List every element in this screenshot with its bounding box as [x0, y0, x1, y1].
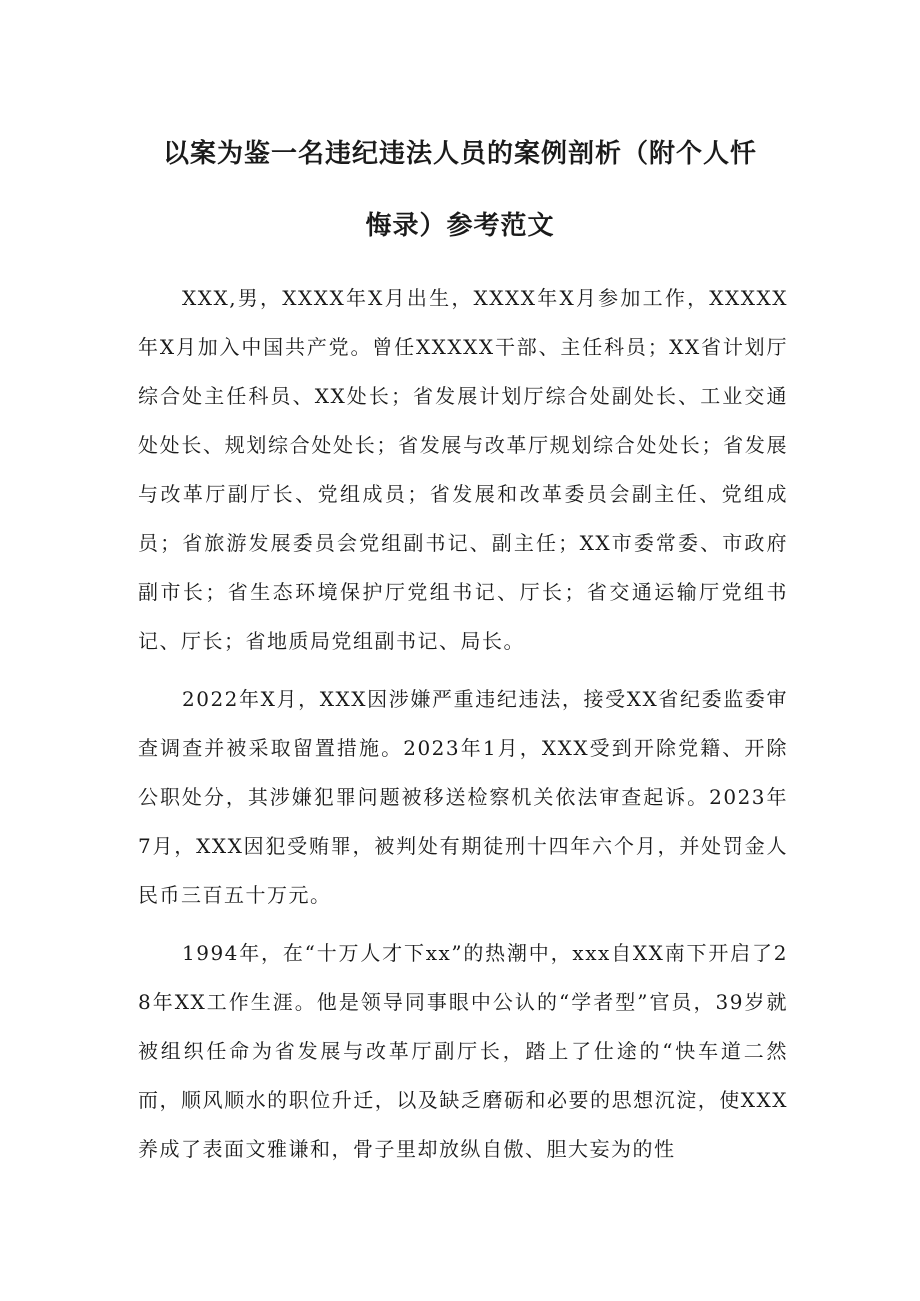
- paragraph-investigation: 2022年X月，XXX因涉嫌严重违纪违法，接受XX省纪委监委审查调查并被采取留置措施。2023年1月，XXX受到开除党籍、开除公职处分，其涉嫌犯罪问题被移送检察机关依法审查起诉。2023年7月，XXX因犯受贿罪，被判处有期徒刑十四年六个月，并处罚金人民币三百五十万元。: [138, 687, 788, 907]
- document-body: [138, 274, 788, 1183]
- paragraph-biography: XXX,男，XXXX年X月出生，XXXX年X月参加工作，XXXXX年X月加入中国共产党。曾任XXXXX干部、主任科员；XX省计划厅综合处主任科员、XX处长；省发展计划厅综合处副处长、工业交通处处长、规划综合处处长；省发展与改革厅规划综合处处长；省发展与改革厅副厅长、党组成员；省发展和改革委员会副主任、党组成员；省旅游发展委员会党组副书记、副主任；XX市委常委、市政府副市长；省生态环境保护厅党组书记、厅长；省交通运输厅党组书记、厅长；省地质局党组副书记、局长。: [138, 286, 788, 653]
- document-title-line-2: 悔录）参考范文: [365, 211, 555, 241]
- document-title-line-1: 以案为鉴一名违纪违法人员的案例剖析（附个人忏: [162, 139, 757, 169]
- paragraph-career-history: 1994年，在“十万人才下xx”的热潮中，xxx自XX南下开启了28年XX工作生涯。他是领导同事眼中公认的“学者型”官员，39岁就被组织任命为省发展与改革厅副厅长，踏上了仕途的“快车道二然而，顺风顺水的职位升迁，以及缺乏磨砺和必要的思想沉淀，使XXX养成了表面文雅谦和，骨子里却放纵自傲、胆大妄为的性: [138, 941, 788, 1161]
